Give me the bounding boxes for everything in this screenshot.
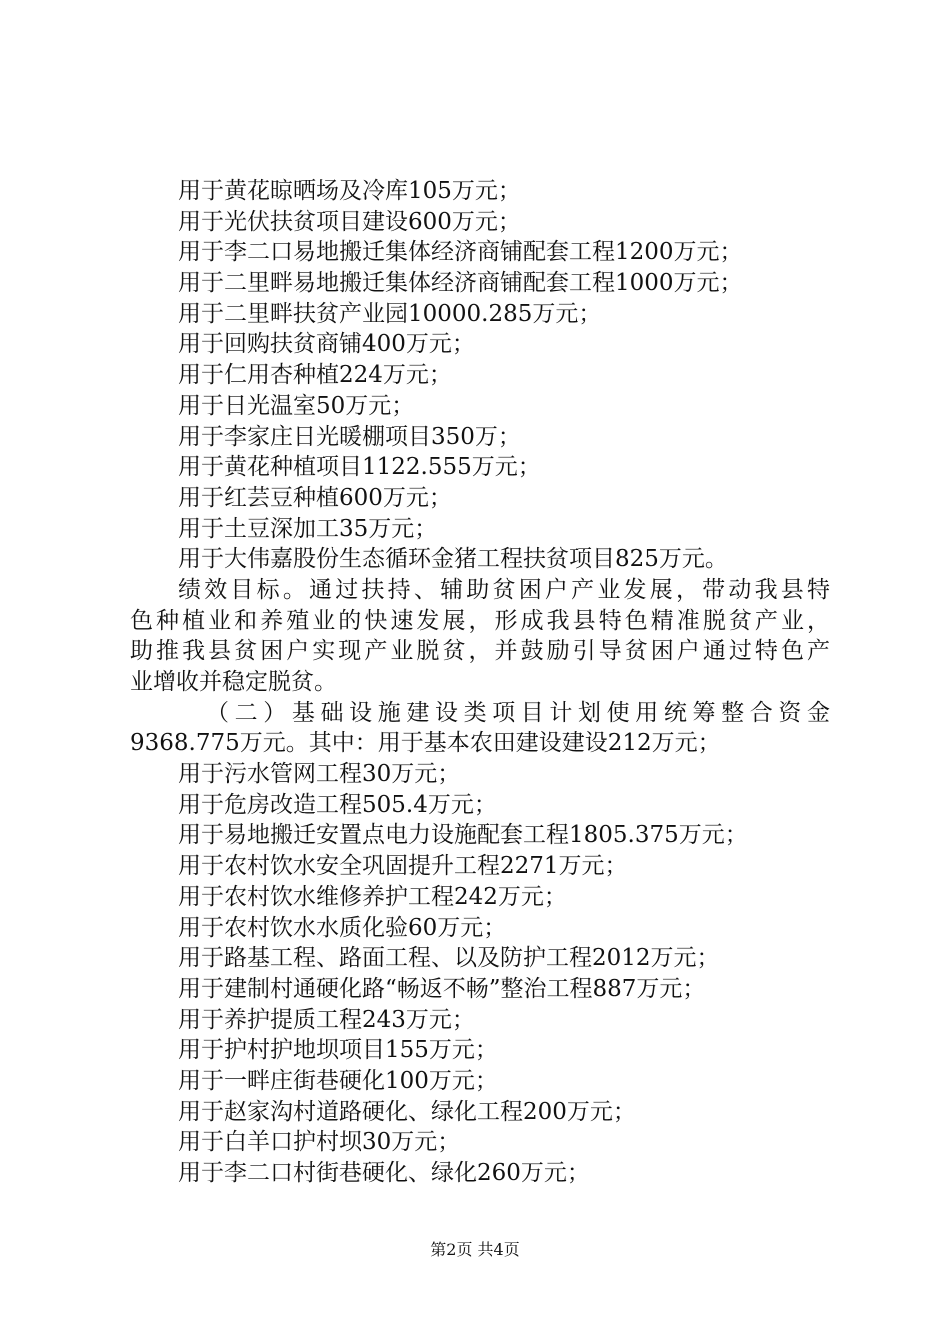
text-line: 用于二里畔扶贫产业园10000.285万元； [178,300,602,327]
document-body [130,176,830,1189]
text-line: 用于白羊口护村坝30万元； [178,1129,461,1156]
text-line: 9368.775万元。其中：用于基本农田建设建设212万元； [130,730,721,757]
text-line: 用于一畔庄街巷硬化100万元； [178,1067,498,1094]
text-line: 用于危房改造工程505.4万元； [178,791,497,818]
text-line: 用于建制村通硬化路“畅返不畅”整治工程887万元； [178,975,706,1002]
text-line: 用于农村饮水维修养护工程242万元； [178,883,567,910]
text-line: 用于红芸豆种植600万元； [178,484,452,511]
text-line: 用于易地搬迁安置点电力设施配套工程1805.375万元； [178,822,748,849]
text-line: 用于农村饮水安全巩固提升工程2271万元； [178,853,628,880]
text-line: 用于大伟嘉股份生态循环金猪工程扶贫项目825万元。 [178,546,728,573]
text-line: 用于污水管网工程30万元； [178,761,461,788]
text-line: 用于黄花晾晒场及冷库105万元； [178,178,521,204]
text-line: 色种植业和养殖业的快速发展，形成我县特色精准脱贫产业， [130,607,830,634]
text-line: 用于土豆深加工35万元； [178,515,438,542]
text-line: 用于李二口村街巷硬化、绿化260万元； [178,1160,590,1186]
text-line: 绩效目标。通过扶持、辅助贫困户产业发展，带动我县特 [178,576,830,603]
text-line: 业增收并稳定脱贫。 [130,669,337,695]
text-line: 用于二里畔易地搬迁集体经济商铺配套工程1000万元； [178,270,743,297]
text-line: 用于赵家沟村道路硬化、绿化工程200万元； [178,1098,636,1125]
text-line: （二）基础设施建设类项目计划使用统筹整合资金 [206,699,830,726]
text-line: 用于养护提质工程243万元； [178,1006,475,1033]
text-line: 用于日光温室50万元； [178,392,415,419]
text-line: 用于李二口易地搬迁集体经济商铺配套工程1200万元； [178,239,743,266]
page-number-footer: 第2页 共4页 [430,1240,520,1259]
text-line: 用于仁用杏种植224万元； [178,362,452,389]
text-line: 用于路基工程、路面工程、以及防护工程2012万元； [178,945,720,972]
text-line: 用于光伏扶贫项目建设600万元； [178,208,521,235]
text-line: 用于黄花种植项目1122.555万元； [178,454,541,481]
text-line: 用于李家庄日光暖棚项目350万； [178,423,521,450]
text-line: 助推我县贫困户实现产业脱贫，并鼓励引导贫困户通过特色产 [130,638,830,665]
text-line: 用于农村饮水水质化验60万元； [178,914,507,941]
text-line: 用于护村护地坝项目155万元； [178,1037,498,1064]
text-line: 用于回购扶贫商铺400万元； [178,331,475,358]
